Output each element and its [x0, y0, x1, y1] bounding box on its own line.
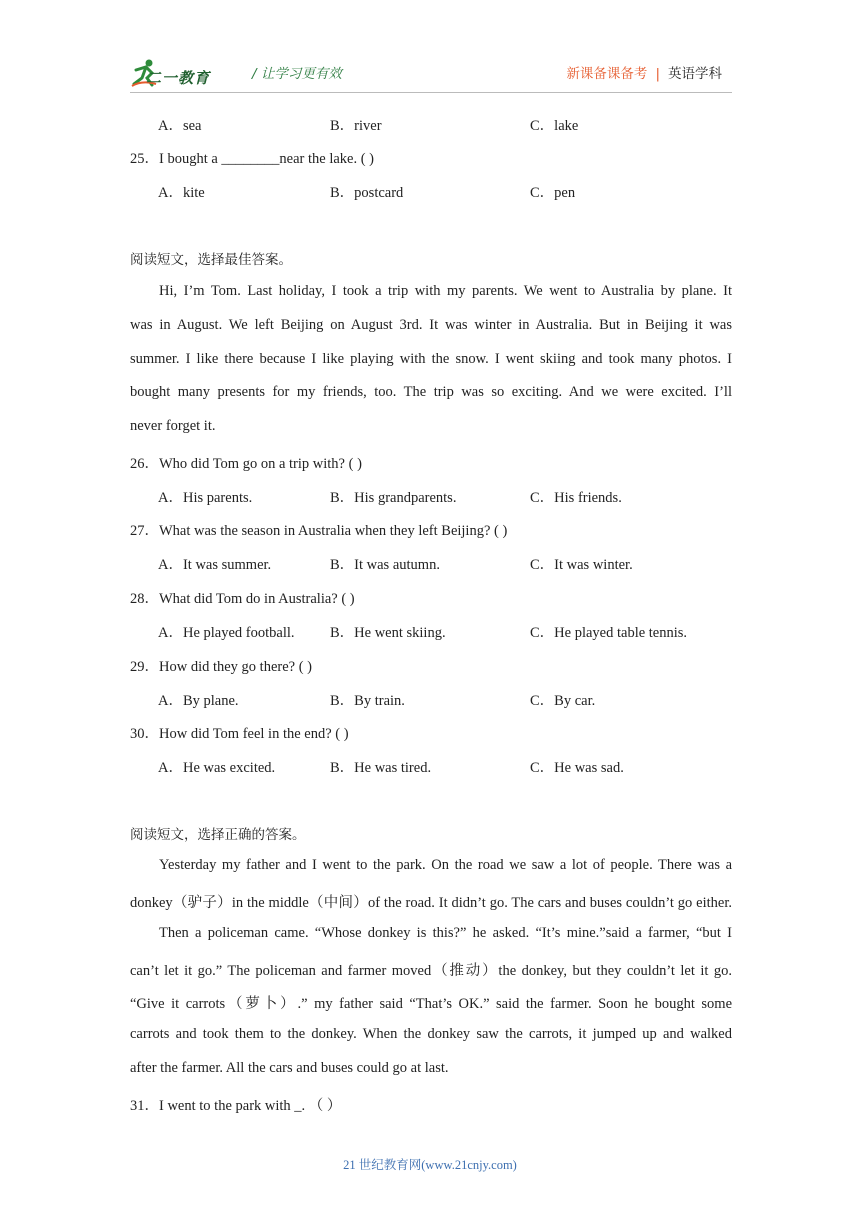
page-footer: 21 世纪教育网(www.21cnjy.com) [343, 1158, 517, 1172]
q28-stem: 28．What did Tom do in Australia? ( ) [130, 591, 355, 607]
q28-option-a: A．He played football. [158, 625, 295, 641]
q26-option-b: B．His grandparents. [330, 490, 457, 506]
header-tagline: 新课备课备考 [566, 66, 648, 82]
q28-option-c: C．He played table tennis. [530, 625, 688, 641]
header-separator: | [655, 66, 660, 82]
q30-option-b: B．He was tired. [330, 760, 432, 776]
header-divider [130, 92, 732, 93]
q27-option-c: C．It was winter. [530, 557, 633, 573]
q29-option-b: B．By train. [330, 693, 405, 709]
q26-option-a: A．His parents. [158, 490, 253, 506]
q27-option-b: B．It was autumn. [330, 557, 440, 573]
q25-option-c: C．pen [530, 185, 576, 201]
q26-option-c: C．His friends. [530, 490, 622, 506]
section1-passage-line: was in August. We left Beijing on August 3rd. It was winter in Australia. But in Beijing it was [130, 317, 732, 333]
section2-passage-line: Yesterday my father and I went to the park. On the road we saw a lot of people. There was a [159, 857, 732, 873]
q30-stem: 30．How did Tom feel in the end? ( ) [130, 726, 349, 742]
section1-passage-line: Hi, I’m Tom. Last holiday, I took a trip with my parents. We went to Australia by plane. It [159, 283, 732, 299]
section2-passage-line: carrots and took them to the donkey. When the donkey saw the carrots, it jumped up and walked [130, 1026, 732, 1042]
section2-passage-line: Then a policeman came. “Whose donkey is this?” he asked. “It’s mine.”said a farmer, “but I [159, 925, 732, 941]
q30-option-c: C．He was sad. [530, 760, 624, 776]
q30-option-a: A．He was excited. [158, 760, 276, 776]
q31-stem: 31．I went to the park with _. （ ） [130, 1098, 342, 1114]
header-subject [566, 62, 722, 82]
q25-stem: 25．I bought a ________near the lake. ( ) [130, 151, 375, 167]
section1-passage-line: summer. I like there because I like playing with the snow. I went skiing and took many photos. I [130, 351, 732, 367]
q25-option-a: A．kite [158, 185, 205, 201]
logo-text: 二一教育 [146, 69, 211, 87]
q27-option-a: A．It was summer. [158, 557, 272, 573]
q29-option-a: A．By plane. [158, 693, 239, 709]
q27-stem: 27．What was the season in Australia when they left Beijing? ( ) [130, 523, 508, 539]
section2-passage-line: after the farmer. All the cars and buses could go at last. [130, 1060, 449, 1076]
q29-option-c: C．By car. [530, 693, 596, 709]
page-header [130, 52, 730, 92]
section2-instruction: 阅读短文，选择正确的答案。 [130, 827, 306, 843]
section1-passage-line: bought many presents for my friends, too. The trip was so exciting. And we were excited. I’ll [130, 384, 732, 400]
header-subject-name: 英语学科 [668, 66, 722, 82]
section2-passage-line: can’t let it go.” The policeman and farmer moved（推动）the donkey, but they couldn’t let it go. [130, 963, 732, 979]
logo [130, 58, 250, 90]
q24-option-c: C．lake [530, 118, 579, 134]
q24-option-b: B．river [330, 118, 382, 134]
q29-stem: 29．How did they go there? ( ) [130, 659, 313, 675]
q28-option-b: B．He went skiing. [330, 625, 446, 641]
slogan: / 让学习更有效 [252, 66, 342, 82]
section1-instruction: 阅读短文，选择最佳答案。 [130, 252, 292, 268]
q24-option-a: A．sea [158, 118, 202, 134]
q25-option-b: B．postcard [330, 185, 404, 201]
section2-passage-line: donkey（驴子）in the middle（中间）of the road. It didn’t go. The cars and buses couldn’t go either. [130, 895, 732, 911]
section2-passage-line: “Give it carrots（萝卜）.” my father said “That’s OK.” said the farmer. Soon he bought some [130, 996, 732, 1012]
section1-passage-line: never forget it. [130, 418, 216, 434]
q26-stem: 26．Who did Tom go on a trip with? ( ) [130, 456, 362, 472]
